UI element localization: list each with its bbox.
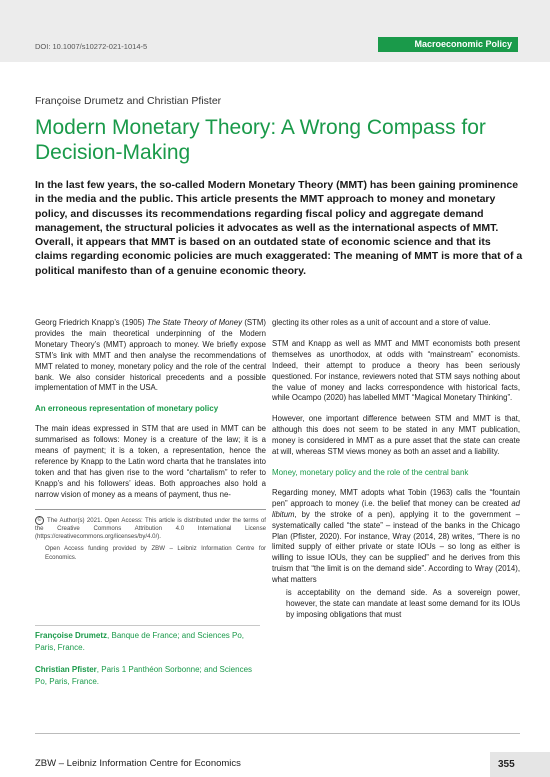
right-paragraph-2: STM and Knapp as well as MMT and MMT economists both present themselves as unorthodox, at odds with “mainstream” economists. Indeed, their attempt to produce a theory has been seriously questioned. For instance, reviewers noted that STM says nothing about the value of money and lacks correspondence with historical facts, while Ocampo (2020) has labelled MMT “Magical Monetary Thinking”. xyxy=(272,338,520,403)
footnote-divider xyxy=(35,509,266,510)
text-run: Regarding money, MMT adopts what Tobin (1963) calls the “fountain pen” approach to money (i.e. the belief that money can be created xyxy=(272,487,520,508)
left-column xyxy=(35,318,266,566)
license-note xyxy=(35,516,266,542)
section-badge: Macroeconomic Policy xyxy=(378,37,518,52)
section-heading-1: An erroneous representation of monetary policy xyxy=(35,404,219,414)
author-affiliation: , Paris 1 Panthéon Sorbonne; and Sciences Po, Paris, France. xyxy=(35,665,253,686)
article-authors: Françoise Drumetz and Christian Pfister xyxy=(35,95,222,107)
text-run: (STM) provides the main theoretical underpinning of the Modern Monetary Theory’s (MMT) approach to money. We briefly expose STM’s link with MMT and then analyse the recommendations of MMT related to money, monetary policy and the role of the central bank. We also consider historical precedents and a possible implementation of MMT in the USA. xyxy=(35,318,266,393)
text-run: Georg Friedrich Knapp’s (1905) xyxy=(35,318,147,327)
book-title: The State Theory of Money xyxy=(146,318,242,327)
right-paragraph-4 xyxy=(272,488,520,586)
italic-term: ad libitum xyxy=(272,498,520,519)
article-title: Modern Monetary Theory: A Wrong Compass for Decision-Making xyxy=(35,116,486,164)
text-run: , by the stroke of a pen), applying it to the government – systematically called “the state” – instead of the banks in the Chicago Plan (Pfister, 2020). For instance, Wray (2014, 28) writes, “There is no limited supply of either private or state IOUs – so long as either is willing to issue IOUs, they can be supplied” and he derives from this truism that “the limit is on the demand side”. According to Wray (2014), what matters xyxy=(272,509,520,585)
footer-divider xyxy=(35,733,520,734)
author-name: Françoise Drumetz xyxy=(35,631,108,640)
right-paragraph-3: However, one important difference between STM and MMT is that, although this does not seem to be stated in any MMT publication, money is considered in MMT as a pure asset that the state can create at will, whereas STM views money as both an asset and a liability. xyxy=(272,414,520,457)
page-number: 355 xyxy=(490,752,550,777)
publisher-name: ZBW – Leibniz Information Centre for Economics xyxy=(35,758,241,769)
author-name: Christian Pfister xyxy=(35,665,97,674)
funding-note: Open Access funding provided by ZBW – Leibniz Information Centre for Economics. xyxy=(45,545,266,561)
footnotes xyxy=(35,516,266,562)
affiliation-2 xyxy=(35,664,260,688)
doi-label[interactable]: DOI: 10.1007/s10272-021-1014-5 xyxy=(35,42,148,51)
right-paragraph-1: glecting its other roles as a unit of account and a store of value. xyxy=(272,318,491,327)
left-paragraph-2: The main ideas expressed in STM that are used in MMT can be summarised as follows: Money is a creature of the law; it is a means of payment; it is a token, a representation, hence the reference by Knapp to the Latin word charta that he translates into token and that has given rise to the word “chartalism” to refer to Knapp’s and his followers’ ideas. Both approaches also hold a narrow vision of money as a means of payment, thus ne- xyxy=(35,424,266,499)
section-heading-2: Money, monetary policy and the role of the central bank xyxy=(272,467,469,477)
left-paragraph-1 xyxy=(35,318,266,394)
affiliation-1 xyxy=(35,630,260,654)
copyright-icon: © xyxy=(35,516,44,525)
article-abstract: In the last few years, the so-called Modern Monetary Theory (MMT) has been gaining prominence in the media and the public. This article presents the MMT approach to money and monetary policy, and discusses its recommendations regarding fiscal policy and aggregate demand management, the structural policies it advocates as well as the international aspects of MMT. Overall, it appears that MMT is based on an outdated state of economic science and that its claims regarding economic policies are much exaggerated: The meaning of MMT is more that of a political manifesto than of a genuine economic theory. xyxy=(35,179,523,277)
author-affiliation: , Banque de France; and Sciences Po, Paris, France. xyxy=(35,631,245,652)
header-bar xyxy=(0,0,550,62)
right-column xyxy=(272,318,520,621)
block-quote: is acceptability on the demand side. As a sovereign power, however, the state can mandate at least some demand for its IOUs by imposing obligations that must xyxy=(286,588,520,619)
license-text[interactable]: The Author(s) 2021. Open Access: This article is distributed under the terms of the Creative Commons Attribution 4.0 International License (https://creativecommons.org/licenses/by/4.0/). xyxy=(35,516,266,541)
affiliation-divider xyxy=(35,625,260,626)
